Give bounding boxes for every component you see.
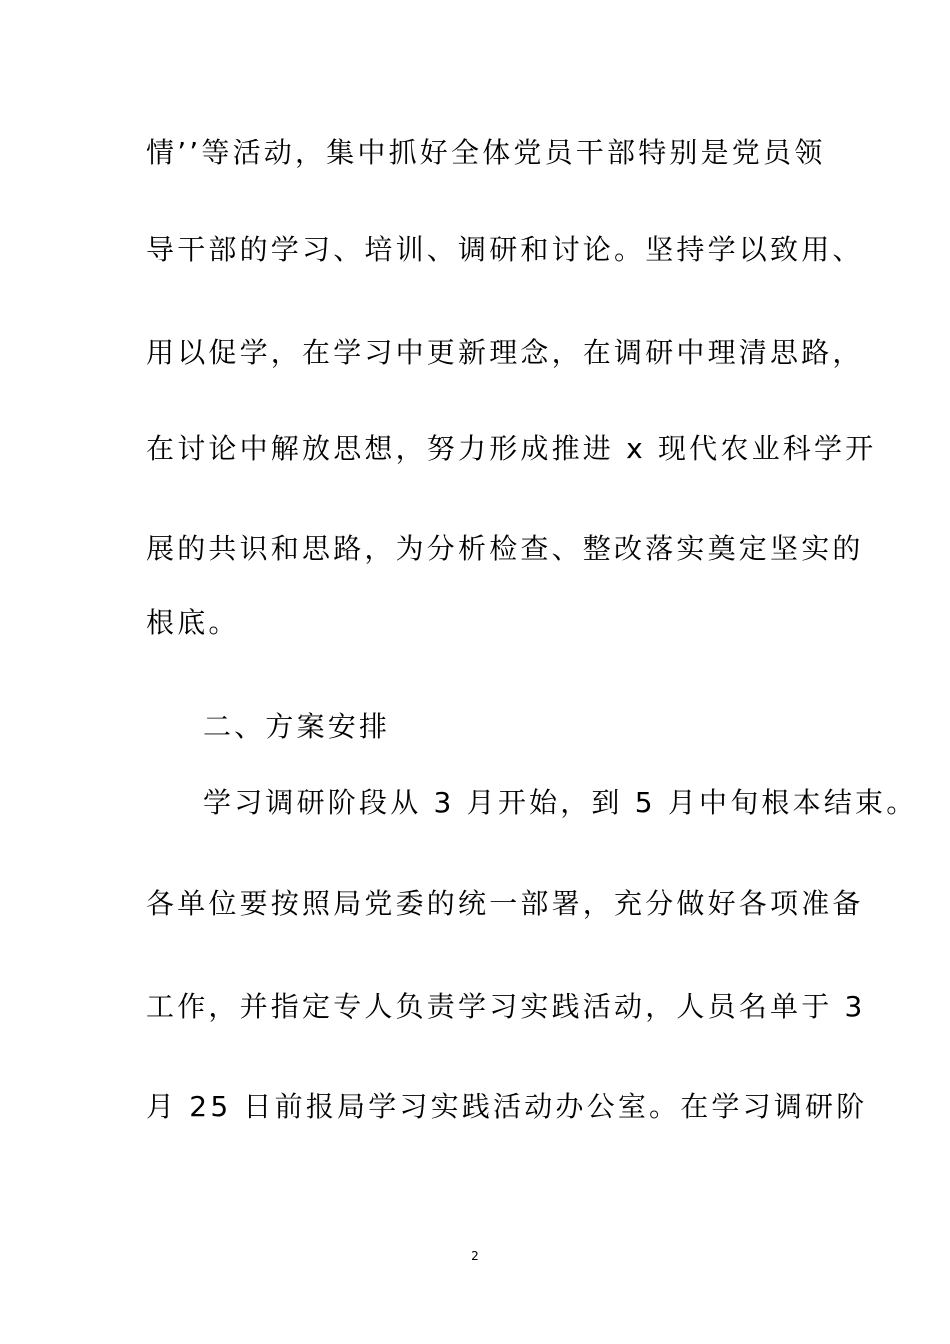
body-text-line: 在讨论中解放思想，努力形成推进 x 现代农业科学开 <box>146 432 877 465</box>
body-text-line: 导干部的学习、培训、调研和讨论。坚持学以致用、 <box>146 233 864 266</box>
body-text-line: 月 25 日前报局学习实践活动办公室。在学习调研阶 <box>146 1090 868 1123</box>
body-text-line: 用以促学，在学习中更新理念，在调研中理清思路， <box>146 336 864 369</box>
body-text-line: 各单位要按照局党委的统一部署，充分做好各项准备 <box>146 887 864 920</box>
section-heading: 二、方案安排 <box>203 710 391 743</box>
body-text-line: 学习调研阶段从 3 月开始，到 5 月中旬根本结束。 <box>203 786 918 819</box>
body-text-line: 展的共识和思路，为分析检查、整改落实奠定坚实的 <box>146 532 864 565</box>
body-text-line: 根底。 <box>146 606 240 639</box>
body-text-line: 工作，并指定专人负责学习实践活动，人员名单于 3 <box>146 990 866 1023</box>
body-text-line: 情’’等活动，集中抓好全体党员干部特别是党员领 <box>146 136 826 169</box>
page-number: 2 <box>471 1249 479 1263</box>
